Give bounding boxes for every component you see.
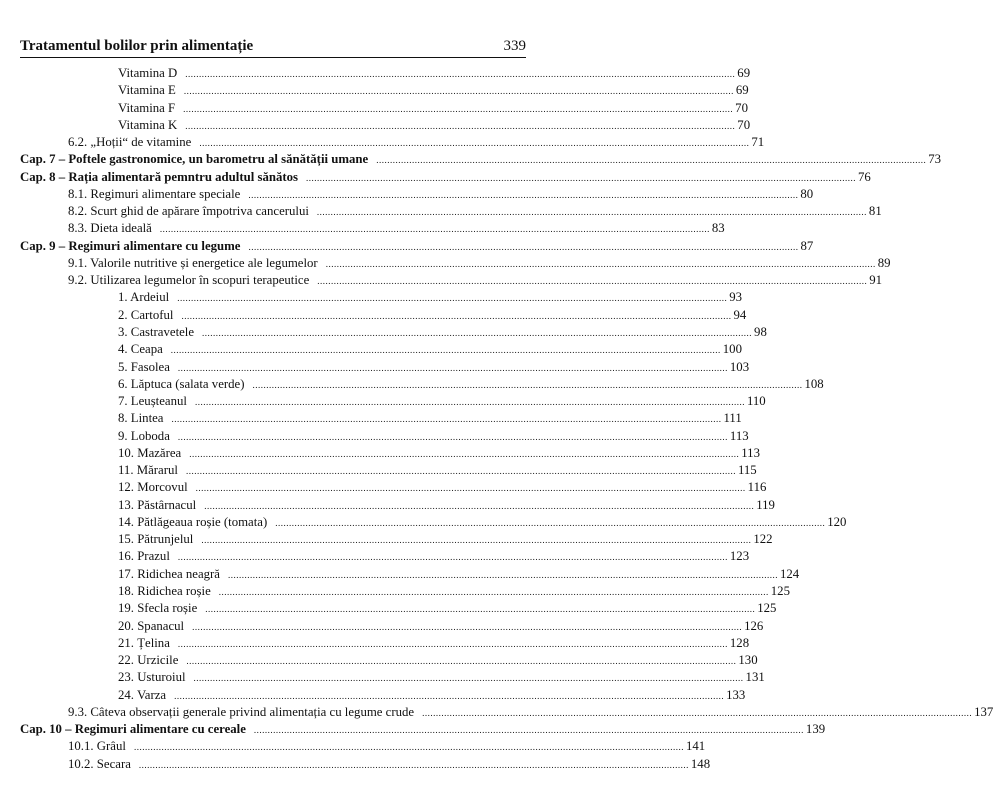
dot-leader: ........................................................................................................................................................................................................ [177,552,728,563]
toc-entry-title: 9. Loboda [118,428,170,443]
toc-page-number: 73 [928,152,942,167]
toc-entry-title: 10.1. Grâul [68,739,126,754]
toc-entry-title: 17. Ridichea neagră [118,566,220,581]
toc-page-number: 89 [877,255,891,270]
dot-leader: ........................................................................................................................................................................................................ [204,500,755,511]
toc-entry [20,220,725,237]
toc-entry-title: Vitamina F [118,100,176,115]
toc-entry-title: 8.2. Scurt ghid de apărare împotriva cancerului [68,204,309,219]
dot-leader: ........................................................................................................................................................................................................ [201,535,752,546]
toc-entry-title: 15. Pătrunjelul [118,532,194,547]
toc-entry [20,134,765,151]
dot-leader: ........................................................................................................................................................................................................ [306,172,856,183]
toc-chapter-entry [20,238,814,255]
toc-entry [20,687,746,704]
toc-entry-title: Vitamina D [118,66,178,80]
toc-page-number: 113 [729,428,749,443]
toc-page-number: 130 [738,653,758,668]
toc-entry [20,566,800,583]
toc-page-number: 119 [756,497,775,512]
toc-entry [20,756,711,773]
toc-page-number: 110 [746,394,766,409]
toc-entry-title: Vitamina K [118,117,178,132]
toc-entry-title: 5. Fasolea [118,359,170,374]
dot-leader: ........................................................................................................................................................................................................ [185,69,736,79]
toc-page-number: 111 [723,411,742,426]
toc-entry-title: 18. Ridichea roșie [118,583,211,598]
toc-entry-title: 11. Mărarul [118,463,178,478]
dot-leader: ........................................................................................................................................................................................................ [195,483,746,494]
toc-page-number: 93 [729,290,742,305]
toc-entry [20,255,891,272]
toc-page-number: 137 [974,704,993,719]
toc-page-number: 69 [735,83,749,98]
dot-leader: ........................................................................................................................................................................................................ [253,725,804,736]
toc-page-number: 148 [690,756,711,771]
dot-leader: ........................................................................................................................................................................................................ [248,241,799,252]
toc-page-number: 71 [751,135,765,150]
toc-page-number: 70 [737,117,751,132]
toc-page-number: 76 [858,169,871,184]
dot-leader: ........................................................................................................................................................................................................ [177,362,728,373]
table-of-contents [20,65,993,773]
toc-entry [20,393,766,410]
toc-entry-title: 19. Sfecla roșie [118,601,198,616]
toc-page-number: 133 [726,687,746,702]
toc-entry [20,548,750,565]
toc-entry [20,445,760,462]
toc-entry [20,324,767,341]
dot-leader: ........................................................................................................................................................................................................ [174,690,725,701]
toc-entry [20,117,751,134]
toc-entry [20,497,775,514]
toc-entry [20,272,883,289]
dot-leader: ........................................................................................................................................................................................................ [202,327,753,338]
dot-leader: ........................................................................................................................................................................................................ [317,276,868,287]
toc-entry [20,307,747,324]
toc-entry [20,82,749,99]
dot-leader: ........................................................................................................................................................................................................ [194,397,745,408]
toc-entry [20,410,742,427]
toc-entry [20,428,749,445]
dot-leader: ........................................................................................................................................................................................................ [171,414,722,425]
toc-page-number: 81 [868,204,882,219]
toc-entry-title: 9.1. Valorile nutritive și energetice ale legumelor [68,255,318,270]
toc-entry [20,65,751,82]
toc-entry-title: 8.3. Dieta ideală [68,221,152,236]
toc-entry [20,359,750,376]
toc-chapter-entry [20,169,871,186]
toc-entry [20,600,777,617]
toc-entry [20,738,706,755]
toc-entry-title: 10.2. Secara [68,756,131,771]
toc-entry [20,376,824,393]
toc-page-number: 122 [753,532,773,547]
toc-entry [20,203,882,220]
dot-leader: ........................................................................................................................................................................................................ [181,310,732,321]
toc-entry [20,186,814,203]
toc-page-number: 80 [800,186,814,201]
dot-leader: ........................................................................................................................................................................................................ [177,638,728,649]
dot-leader: ........................................................................................................................................................................................................ [193,673,744,684]
dot-leader: ........................................................................................................................................................................................................ [316,207,867,218]
dot-leader: ........................................................................................................................................................................................................ [170,345,721,356]
toc-entry-title: 6. Lăptuca (salata verde) [118,376,245,391]
toc-entry-title: 3. Castravetele [118,324,195,339]
dot-leader: ........................................................................................................................................................................................................ [376,155,927,166]
dot-leader: ........................................................................................................................................................................................................ [422,707,973,718]
dot-leader: ........................................................................................................................................................................................................ [183,86,734,97]
toc-entry [20,531,773,548]
toc-entry-title: Cap. 8 – Rația alimentară pemntru adultul sănătos [20,169,298,184]
dot-leader: ........................................................................................................................................................................................................ [177,293,728,304]
toc-entry-title: 10. Mazărea [118,445,182,460]
toc-page-number: 125 [757,601,777,616]
dot-leader: ........................................................................................................................................................................................................ [133,742,684,753]
toc-entry-title: 8. Lintea [118,411,164,426]
toc-page-number: 113 [741,445,760,460]
toc-entry-title: 23. Usturoiul [118,670,186,685]
toc-entry-title: Vitamina E [118,83,176,98]
toc-entry [20,669,765,686]
toc-entry-title: 2. Cartoful [118,307,174,322]
dot-leader: ........................................................................................................................................................................................................ [227,569,778,580]
toc-entry-title: 6.2. „Hoții“ de vitamine [68,135,192,150]
toc-entry [20,462,757,479]
toc-page-number: 91 [869,273,883,288]
toc-page-number: 131 [745,670,765,685]
toc-chapter-entry [20,151,942,168]
page-number: 339 [503,38,526,54]
toc-entry-title: 9.3. Câteva observații generale privind alimentația cu legume crude [68,704,415,719]
toc-page-number: 125 [770,583,790,598]
toc-entry-title: 24. Varza [118,687,167,702]
toc-page-number: 139 [805,722,826,737]
toc-entry-title: Cap. 7 – Poftele gastronomice, un barometru al sănătății umane [20,152,369,167]
toc-entry-title: 1. Ardeiul [118,290,170,305]
toc-page-number: 87 [800,238,814,253]
toc-page-number: 128 [729,635,750,650]
dot-leader: ........................................................................................................................................................................................................ [192,621,743,632]
toc-entry-title: Cap. 10 – Regimuri alimentare cu cereale [20,722,246,737]
toc-entry-title: 8.1. Regimuri alimentare speciale [68,186,241,201]
toc-page-number: 69 [737,66,751,80]
toc-page-number: 124 [779,566,800,581]
toc-page-number: 70 [735,100,748,115]
dot-leader: ........................................................................................................................................................................................................ [199,138,750,149]
dot-leader: ........................................................................................................................................................................................................ [252,379,803,390]
dot-leader: ........................................................................................................................................................................................................ [218,586,769,597]
toc-entry-title: 16. Prazul [118,549,170,564]
toc-entry [20,583,790,600]
running-header [20,35,526,58]
running-title: Tratamentul bolilor prin alimentație [20,38,254,54]
toc-page-number: 94 [733,307,747,322]
dot-leader: ........................................................................................................................................................................................................ [186,656,737,667]
toc-entry-title: 14. Pătlăgeaua roșie (tomata) [118,514,268,529]
dot-leader: ........................................................................................................................................................................................................ [159,224,710,235]
toc-entry-title: 21. Țelina [118,635,170,650]
dot-leader: ........................................................................................................................................................................................................ [189,448,740,459]
toc-entry [20,100,748,117]
toc-entry [20,652,758,669]
toc-entry-title: 20. Spanacul [118,618,185,633]
dot-leader: ........................................................................................................................................................................................................ [138,759,689,770]
dot-leader: ........................................................................................................................................................................................................ [177,431,728,442]
toc-entry [20,618,764,635]
toc-page-number: 100 [722,342,742,357]
dot-leader: ........................................................................................................................................................................................................ [205,604,756,615]
toc-page-number: 141 [685,739,706,754]
toc-page-number: 116 [747,480,767,495]
dot-leader: ........................................................................................................................................................................................................ [275,517,826,528]
toc-entry [20,704,993,721]
dot-leader: ........................................................................................................................................................................................................ [248,189,799,200]
toc-entry-title: 22. Urzicile [118,653,179,668]
toc-entry-title: 12. Morcovul [118,480,188,495]
toc-page-number: 83 [711,221,725,236]
toc-page-number: 120 [827,514,847,529]
dot-leader: ........................................................................................................................................................................................................ [185,466,736,477]
toc-entry [20,479,767,496]
toc-entry-title: Cap. 9 – Regimuri alimentare cu legume [20,238,241,253]
dot-leader: ........................................................................................................................................................................................................ [325,258,876,269]
toc-page-number: 103 [729,359,750,374]
toc-entry-title: 7. Leușteanul [118,394,187,409]
toc-entry-title: 13. Păstârnacul [118,497,197,512]
toc-chapter-entry [20,721,826,738]
toc-entry [20,635,750,652]
toc-page-number: 126 [744,618,764,633]
toc-page-number: 108 [804,376,824,391]
toc-page-number: 123 [729,549,750,564]
toc-entry [20,289,742,306]
dot-leader: ........................................................................................................................................................................................................ [183,103,734,114]
toc-entry-title: 9.2. Utilizarea legumelor în scopuri terapeutice [68,273,310,288]
toc-page-number: 98 [754,324,767,339]
dot-leader: ........................................................................................................................................................................................................ [185,120,736,131]
toc-page-number: 115 [737,463,757,478]
toc-entry [20,514,847,531]
toc-entry [20,341,742,358]
toc-entry-title: 4. Ceapa [118,342,163,357]
